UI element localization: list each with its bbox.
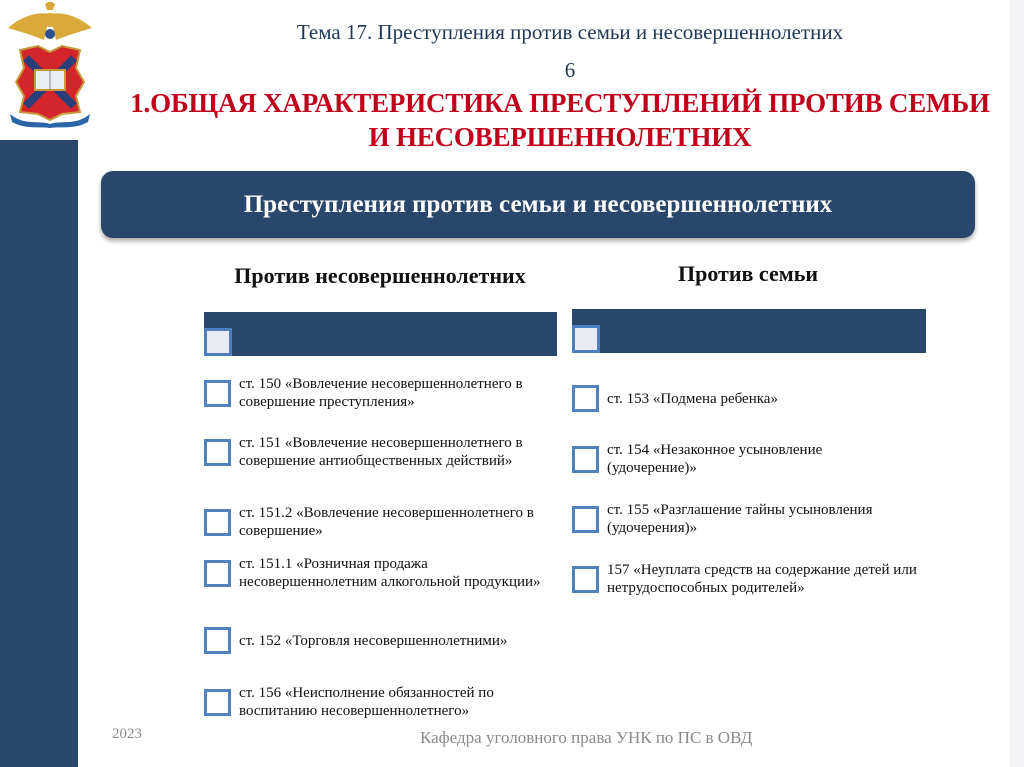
checkbox-square-icon (204, 380, 231, 407)
list-item-text: ст. 151.1 «Розничная продажа несовершеннолетним алкогольной продукции» (239, 556, 541, 590)
list-item-minors (204, 434, 544, 470)
list-item-text: ст. 153 «Подмена ребенка» (607, 390, 778, 407)
list-item-text: ст. 156 «Неисполнение обязанностей по воспитанию несовершеннолетнего» (239, 685, 494, 719)
list-item-text: ст. 151 «Вовлечение несовершеннолетнего в совершение антиобщественных действий» (239, 435, 523, 469)
footer-year: 2023 (112, 726, 142, 742)
checkbox-square-icon (204, 509, 231, 536)
emblem-icon (4, 2, 96, 128)
list-item-text: ст. 152 «Торговля несовершеннолетними» (239, 632, 508, 649)
list-item-family (572, 441, 912, 477)
list-item-minors (204, 555, 544, 591)
left-sidebar-bar (0, 140, 78, 767)
checkbox-square-icon (572, 385, 599, 412)
list-item-minors (204, 627, 564, 654)
list-item-family (572, 561, 922, 597)
checkbox-square-icon (572, 506, 599, 533)
column-bar-square-icon (572, 325, 600, 353)
list-item-text: ст. 151.2 «Вовлечение несовершеннолетнего в совершение» (239, 505, 534, 539)
list-item-text: 157 «Неуплата средств на содержание детей или нетрудоспособных родителей» (607, 562, 917, 596)
checkbox-square-icon (204, 627, 231, 654)
right-edge-strip (1010, 0, 1024, 767)
section-banner (101, 171, 975, 238)
footer-department: Кафедра уголовного права УНК по ПС в ОВД (420, 728, 753, 747)
list-item-minors (204, 375, 544, 411)
checkbox-square-icon (204, 689, 231, 716)
list-item-family (572, 501, 922, 537)
banner-label: Преступления против семьи и несовершеннолетних (243, 190, 833, 218)
checkbox-square-icon (204, 439, 231, 466)
column-bar-family (572, 309, 926, 353)
column-bar-minors (204, 312, 557, 356)
list-item-text: ст. 155 «Разглашение тайны усыновления (удочерения)» (607, 502, 873, 536)
page-title: 1.ОБЩАЯ ХАРАКТЕРИСТИКА ПРЕСТУПЛЕНИЙ ПРОТИВ СЕМЬИ И НЕСОВЕРШЕННОЛЕТНИХ (130, 88, 990, 152)
checkbox-square-icon (572, 446, 599, 473)
list-item-minors (204, 504, 544, 540)
column-bar-square-icon (204, 328, 232, 356)
checkbox-square-icon (572, 566, 599, 593)
list-item-family (572, 385, 922, 412)
list-item-text: ст. 154 «Незаконное усыновление (удочерение)» (607, 442, 823, 476)
checkbox-square-icon (204, 560, 231, 587)
column-heading-family: Против семьи (677, 261, 818, 286)
list-item-text: ст. 150 «Вовлечение несовершеннолетнего в совершение преступления» (239, 376, 523, 410)
column-heading-minors: Против несовершеннолетних (234, 263, 526, 288)
list-item-minors (204, 684, 544, 720)
topic-title: Тема 17. Преступления против семьи и несовершеннолетних (296, 20, 844, 44)
slide-number: 6 (564, 58, 576, 82)
